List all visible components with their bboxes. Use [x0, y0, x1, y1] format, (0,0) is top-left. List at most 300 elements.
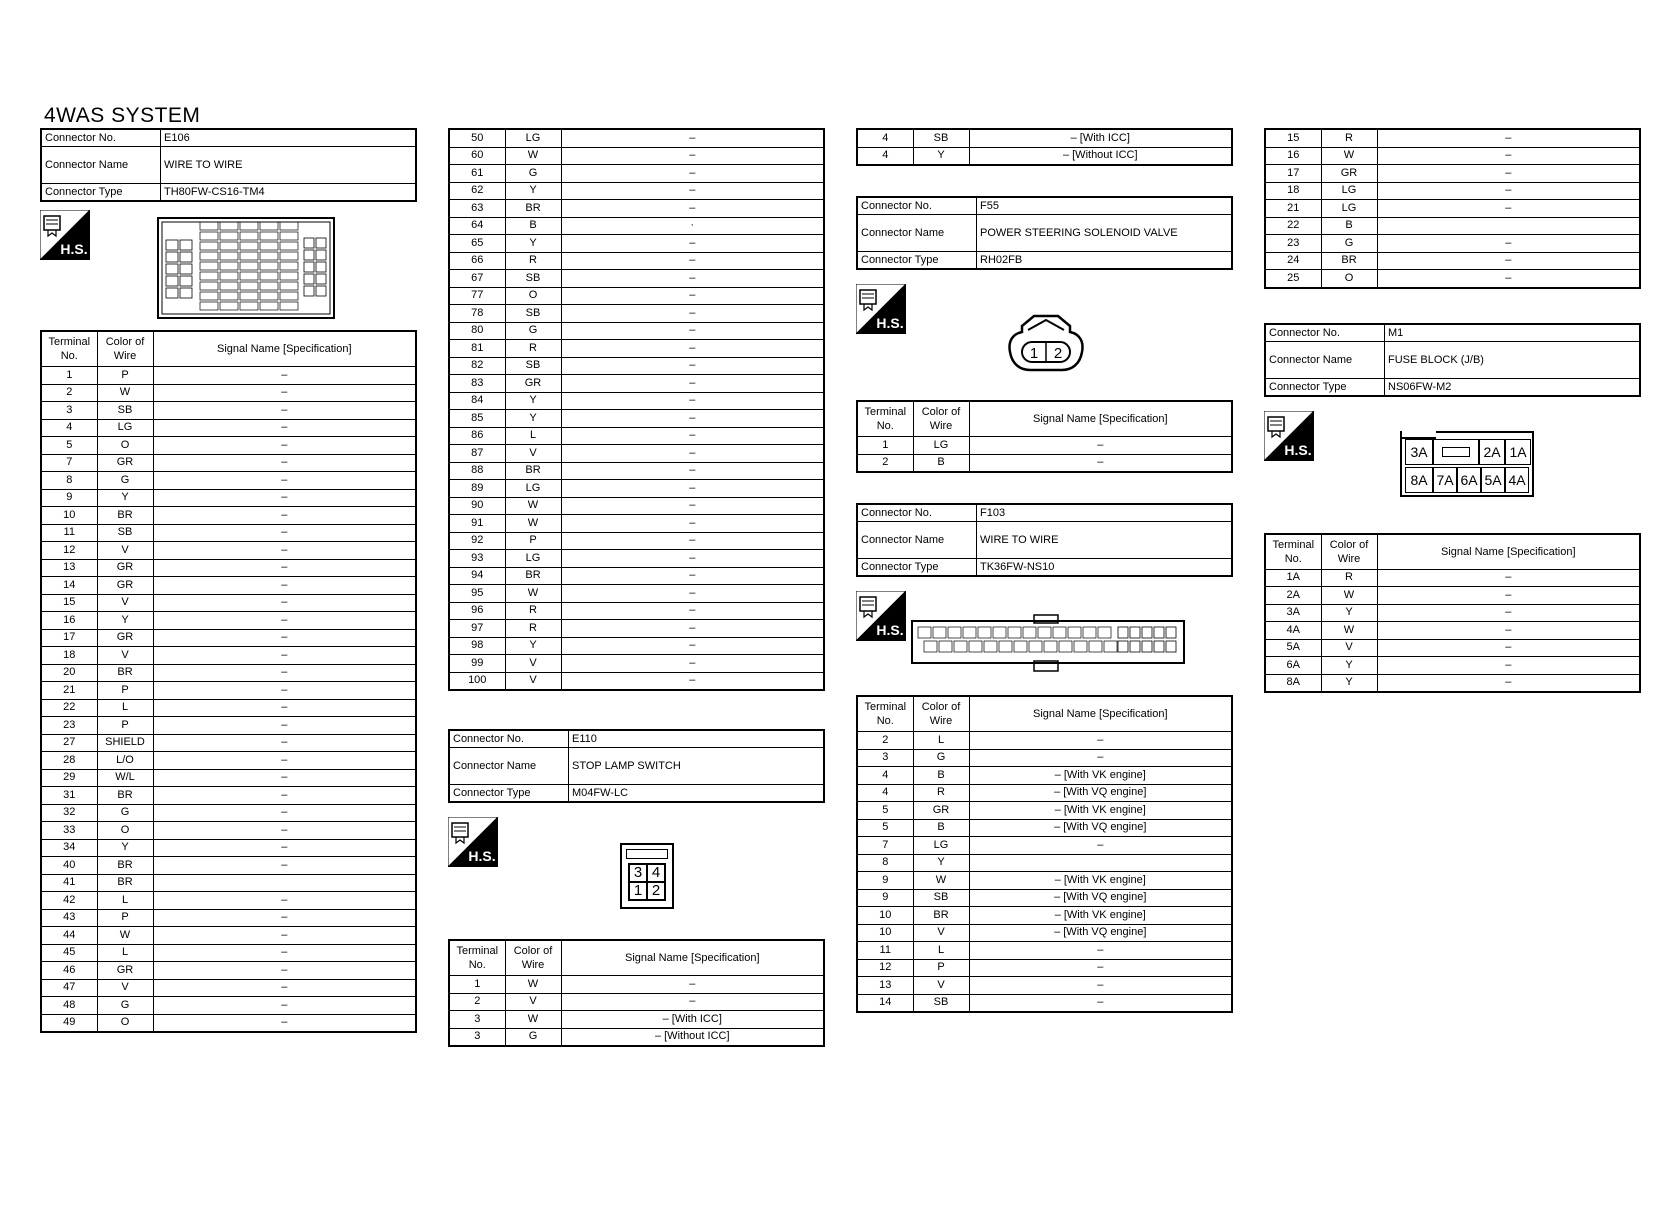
terminal-no-cell: 3	[857, 749, 913, 767]
table-row	[449, 993, 824, 1011]
table-row	[1265, 235, 1640, 253]
table-row	[1265, 129, 1640, 147]
signal-name-cell: –	[153, 979, 416, 997]
f55-face-icon	[1006, 314, 1086, 384]
table-row	[857, 924, 1232, 942]
signal-name-cell: –	[561, 252, 824, 270]
terminal-no-header: Terminal No.	[857, 401, 913, 437]
table-row	[857, 994, 1232, 1012]
connector-header-f103	[856, 503, 1233, 577]
signal-name-cell: –	[153, 454, 416, 472]
signal-name-header: Signal Name [Specification]	[969, 696, 1232, 732]
signal-name-cell: –	[561, 305, 824, 323]
signal-name-cell: –	[1377, 129, 1640, 147]
e106-face-icon	[156, 216, 336, 320]
wire-color-cell: B	[505, 217, 561, 235]
signal-name-header: Signal Name [Specification]	[969, 401, 1232, 437]
connector-header-m1	[1264, 323, 1641, 397]
terminal-no-cell: 89	[449, 480, 505, 498]
table-row	[857, 802, 1232, 820]
terminal-no-cell: 7	[857, 837, 913, 855]
signal-name-cell: –	[153, 997, 416, 1015]
table-row	[1265, 674, 1640, 692]
column-3	[856, 128, 1233, 1013]
pin-label: 1	[629, 882, 647, 900]
pin-label: 4A	[1505, 467, 1529, 493]
signal-name-cell: –	[153, 367, 416, 385]
connector-no-value: E110	[572, 733, 597, 745]
terminal-table-e106	[40, 330, 417, 1033]
wire-color-cell: W	[505, 147, 561, 165]
wire-color-cell: Y	[97, 489, 153, 507]
terminal-no-cell: 2	[857, 454, 913, 472]
terminal-no-cell: 96	[449, 602, 505, 620]
table-row	[41, 472, 416, 490]
terminal-table-f103	[856, 695, 1233, 1013]
signal-name-cell: –	[153, 769, 416, 787]
wire-color-cell: B	[913, 454, 969, 472]
connector-name-label: Connector Name	[858, 522, 977, 558]
table-row	[449, 305, 824, 323]
table-row	[449, 672, 824, 690]
table-row	[41, 874, 416, 892]
terminal-no-cell: 2A	[1265, 587, 1321, 605]
wire-color-cell: LG	[505, 480, 561, 498]
connector-diagram-f103	[856, 577, 1233, 695]
wire-color-cell: GR	[913, 802, 969, 820]
signal-name-cell: –	[561, 620, 824, 638]
signal-name-cell: –	[153, 419, 416, 437]
signal-name-cell: – [Without ICC]	[561, 1028, 824, 1046]
terminal-no-cell: 21	[1265, 200, 1321, 218]
table-row	[41, 367, 416, 385]
terminal-no-cell: 99	[449, 655, 505, 673]
pin-label: 3	[629, 864, 647, 882]
signal-name-cell: –	[153, 839, 416, 857]
terminal-no-cell: 5A	[1265, 639, 1321, 657]
terminal-no-cell: 16	[41, 612, 97, 630]
table-row	[1265, 657, 1640, 675]
signal-name-cell: –	[561, 602, 824, 620]
signal-name-cell: –	[153, 629, 416, 647]
terminal-no-cell: 98	[449, 637, 505, 655]
signal-name-cell: –	[153, 1014, 416, 1032]
wire-color-cell: O	[97, 437, 153, 455]
wire-color-cell: V	[913, 924, 969, 942]
wire-color-cell: SB	[913, 129, 969, 147]
wire-color-cell: W	[505, 976, 561, 994]
terminal-no-cell: 81	[449, 340, 505, 358]
signal-name-cell: – [With VQ engine]	[969, 819, 1232, 837]
terminal-no-cell: 29	[41, 769, 97, 787]
wire-color-cell: LG	[97, 419, 153, 437]
wire-color-cell: V	[97, 979, 153, 997]
table-row	[1265, 639, 1640, 657]
table-row	[41, 664, 416, 682]
wire-color-cell: W	[505, 1011, 561, 1029]
wire-color-cell: W/L	[97, 769, 153, 787]
wire-color-cell: BR	[505, 200, 561, 218]
table-row	[857, 767, 1232, 785]
terminal-no-cell: 82	[449, 357, 505, 375]
connector-name-value: STOP LAMP SWITCH	[572, 760, 681, 772]
table-row	[41, 507, 416, 525]
connector-no-label: Connector No.	[42, 130, 161, 146]
signal-name-cell: –	[561, 655, 824, 673]
table-row	[449, 182, 824, 200]
table-row	[449, 340, 824, 358]
terminal-table-e110-cont	[856, 128, 1233, 166]
connector-no-value: M1	[1388, 326, 1404, 339]
terminal-no-cell: 23	[41, 717, 97, 735]
signal-name-cell	[969, 854, 1232, 872]
signal-name-cell: –	[153, 699, 416, 717]
signal-name-cell: –	[561, 585, 824, 603]
wire-color-cell: LG	[505, 550, 561, 568]
signal-name-cell: –	[153, 804, 416, 822]
terminal-no-cell: 65	[449, 235, 505, 253]
terminal-no-header: Terminal No.	[857, 696, 913, 732]
table-row	[41, 979, 416, 997]
signal-name-cell: –	[1377, 147, 1640, 165]
terminal-no-cell: 83	[449, 375, 505, 393]
terminal-no-cell: 14	[857, 994, 913, 1012]
connector-type-value: RH02FB	[980, 254, 1023, 266]
table-row	[41, 612, 416, 630]
terminal-no-cell: 17	[1265, 165, 1321, 183]
svg-text:H.S.: H.S.	[1284, 441, 1312, 458]
connector-name-label: Connector Name	[450, 748, 569, 784]
signal-name-cell: –	[561, 480, 824, 498]
table-row	[857, 959, 1232, 977]
wire-color-cell: Y	[913, 147, 969, 165]
harness-side-icon	[856, 591, 906, 641]
table-row	[1265, 587, 1640, 605]
wire-color-cell: SB	[97, 402, 153, 420]
terminal-no-cell: 10	[857, 907, 913, 925]
signal-name-cell: –	[561, 322, 824, 340]
connector-type-label: Connector Type	[858, 559, 977, 575]
table-row	[41, 437, 416, 455]
terminal-no-cell: 46	[41, 962, 97, 980]
signal-name-cell: –	[561, 357, 824, 375]
wire-color-cell: W	[505, 585, 561, 603]
signal-name-cell: –	[561, 567, 824, 585]
terminal-no-cell: 33	[41, 822, 97, 840]
table-row	[449, 1028, 824, 1046]
wire-color-cell: W	[1321, 147, 1377, 165]
signal-name-cell: –	[969, 837, 1232, 855]
signal-name-cell: –	[1377, 200, 1640, 218]
wire-color-cell: B	[1321, 217, 1377, 235]
connector-name-value: WIRE TO WIRE	[164, 159, 243, 171]
pin-label: 1	[1029, 345, 1039, 362]
terminal-no-cell: 6A	[1265, 657, 1321, 675]
table-row	[857, 819, 1232, 837]
color-of-wire-header: Color of Wire	[1321, 534, 1377, 570]
signal-name-cell: – [With VQ engine]	[969, 784, 1232, 802]
signal-name-cell: –	[1377, 569, 1640, 587]
wire-color-cell: BR	[97, 664, 153, 682]
signal-name-cell: –	[153, 402, 416, 420]
terminal-no-cell: 9	[41, 489, 97, 507]
connector-diagram-e110	[448, 803, 825, 939]
terminal-no-cell: 8	[857, 854, 913, 872]
signal-name-cell: –	[1377, 604, 1640, 622]
terminal-no-cell: 3	[449, 1028, 505, 1046]
table-row	[41, 857, 416, 875]
signal-name-cell	[1377, 217, 1640, 235]
terminal-no-cell: 64	[449, 217, 505, 235]
terminal-table-e110	[448, 939, 825, 1047]
terminal-no-cell: 13	[857, 977, 913, 995]
terminal-no-cell: 90	[449, 497, 505, 515]
wire-color-cell: GR	[97, 629, 153, 647]
terminal-no-cell: 9	[857, 889, 913, 907]
wire-color-cell: L	[97, 944, 153, 962]
table-row	[449, 532, 824, 550]
terminal-no-cell: 41	[41, 874, 97, 892]
table-row	[41, 717, 416, 735]
signal-name-cell: – [With VK engine]	[969, 802, 1232, 820]
connector-name-value: WIRE TO WIRE	[980, 534, 1059, 546]
wire-color-cell: P	[505, 532, 561, 550]
signal-name-cell: –	[561, 445, 824, 463]
connector-header-e106	[40, 128, 417, 202]
connector-header-f55	[856, 196, 1233, 270]
terminal-no-cell: 1	[857, 437, 913, 455]
terminal-no-cell: 5	[857, 819, 913, 837]
table-row	[449, 322, 824, 340]
pin-label: 2	[1053, 345, 1063, 362]
wire-color-cell: G	[97, 472, 153, 490]
table-row	[857, 942, 1232, 960]
terminal-no-cell: 25	[1265, 270, 1321, 288]
wire-color-cell: GR	[97, 559, 153, 577]
connector-name-label: Connector Name	[42, 147, 161, 183]
connector-name-value: POWER STEERING SOLENOID VALVE	[980, 227, 1178, 239]
signal-name-cell: –	[1377, 182, 1640, 200]
table-row	[449, 357, 824, 375]
connector-type-value: TK36FW-NS10	[980, 561, 1055, 573]
table-row	[449, 480, 824, 498]
table-row	[41, 944, 416, 962]
terminal-no-cell: 47	[41, 979, 97, 997]
table-row	[41, 909, 416, 927]
terminal-no-cell: 49	[41, 1014, 97, 1032]
wire-color-cell: Y	[505, 182, 561, 200]
wire-color-cell: V	[505, 672, 561, 690]
terminal-no-cell: 50	[449, 129, 505, 147]
table-row	[41, 839, 416, 857]
terminal-no-cell: 2	[449, 993, 505, 1011]
connector-no-label: Connector No.	[450, 731, 569, 747]
terminal-no-cell: 5	[41, 437, 97, 455]
terminal-no-cell: 34	[41, 839, 97, 857]
terminal-no-cell: 66	[449, 252, 505, 270]
table-row	[1265, 217, 1640, 235]
terminal-no-cell: 48	[41, 997, 97, 1015]
signal-name-cell: –	[1377, 235, 1640, 253]
wire-color-cell: V	[97, 594, 153, 612]
terminal-no-cell: 92	[449, 532, 505, 550]
signal-name-cell: –	[153, 472, 416, 490]
wire-color-cell: L	[97, 699, 153, 717]
wire-color-cell: W	[505, 515, 561, 533]
terminal-no-cell: 61	[449, 165, 505, 183]
signal-name-cell: –	[969, 942, 1232, 960]
table-row	[41, 822, 416, 840]
terminal-no-cell: 88	[449, 462, 505, 480]
table-row	[41, 384, 416, 402]
table-row	[449, 270, 824, 288]
wire-color-cell: Y	[505, 235, 561, 253]
color-of-wire-header: Color of Wire	[505, 940, 561, 976]
table-row	[449, 567, 824, 585]
signal-name-cell: –	[1377, 674, 1640, 692]
table-row	[449, 235, 824, 253]
table-row	[449, 375, 824, 393]
signal-name-cell: –	[153, 962, 416, 980]
signal-name-cell: ·	[561, 217, 824, 235]
wire-color-cell: G	[505, 165, 561, 183]
signal-name-cell: –	[1377, 622, 1640, 640]
terminal-no-cell: 8A	[1265, 674, 1321, 692]
wire-color-cell: V	[97, 647, 153, 665]
table-row	[449, 147, 824, 165]
terminal-no-cell: 87	[449, 445, 505, 463]
table-row	[449, 252, 824, 270]
wire-color-cell: W	[97, 384, 153, 402]
table-row	[449, 585, 824, 603]
table-row	[449, 1011, 824, 1029]
wire-color-cell: BR	[505, 567, 561, 585]
table-row	[449, 217, 824, 235]
terminal-no-cell: 78	[449, 305, 505, 323]
wire-color-cell: SB	[505, 270, 561, 288]
signal-name-cell: –	[969, 437, 1232, 455]
signal-name-cell: –	[561, 375, 824, 393]
signal-name-cell: –	[1377, 639, 1640, 657]
signal-name-cell: –	[561, 976, 824, 994]
signal-name-cell: –	[561, 340, 824, 358]
signal-name-cell: –	[561, 235, 824, 253]
signal-name-cell: – [With VQ engine]	[969, 889, 1232, 907]
connector-name-label: Connector Name	[858, 215, 977, 251]
terminal-no-cell: 93	[449, 550, 505, 568]
terminal-no-cell: 20	[41, 664, 97, 682]
terminal-table-f103-cont	[1264, 128, 1641, 289]
signal-name-cell: –	[561, 165, 824, 183]
connector-type-value: NS06FW-M2	[1388, 380, 1452, 393]
wire-color-cell: Y	[505, 637, 561, 655]
wire-color-cell: R	[1321, 129, 1377, 147]
table-row	[857, 784, 1232, 802]
signal-name-cell: –	[1377, 165, 1640, 183]
signal-name-cell: –	[153, 647, 416, 665]
signal-name-cell: –	[153, 612, 416, 630]
terminal-no-cell: 4A	[1265, 622, 1321, 640]
wire-color-cell: O	[97, 822, 153, 840]
terminal-table-e106-cont	[448, 128, 825, 691]
wire-color-cell: L/O	[97, 752, 153, 770]
table-row	[41, 647, 416, 665]
column-2	[448, 128, 825, 1047]
table-row	[41, 997, 416, 1015]
table-row	[1265, 270, 1640, 288]
signal-name-cell: –	[561, 637, 824, 655]
terminal-no-cell: 40	[41, 857, 97, 875]
terminal-no-cell: 4	[857, 767, 913, 785]
signal-name-cell: –	[153, 909, 416, 927]
signal-name-cell: –	[561, 532, 824, 550]
table-row	[1265, 200, 1640, 218]
wire-color-cell: BR	[97, 857, 153, 875]
table-row	[449, 550, 824, 568]
signal-name-cell: –	[561, 497, 824, 515]
wire-color-cell: SB	[505, 357, 561, 375]
connector-no-label: Connector No.	[1266, 325, 1385, 341]
wire-color-cell: Y	[505, 392, 561, 410]
terminal-no-cell: 14	[41, 577, 97, 595]
connector-diagram-f55	[856, 270, 1233, 400]
wire-color-cell: W	[1321, 622, 1377, 640]
signal-name-cell: –	[561, 462, 824, 480]
signal-name-cell: –	[561, 550, 824, 568]
signal-name-cell: –	[561, 427, 824, 445]
connector-header-e110	[448, 729, 825, 803]
wire-color-cell: Y	[1321, 657, 1377, 675]
wire-color-cell: P	[97, 682, 153, 700]
wire-color-cell: Y	[97, 839, 153, 857]
terminal-no-cell: 18	[41, 647, 97, 665]
connector-type-label: Connector Type	[450, 785, 569, 801]
table-row	[857, 907, 1232, 925]
wire-color-cell: P	[97, 909, 153, 927]
table-row	[449, 427, 824, 445]
connector-type-label: Connector Type	[42, 184, 161, 200]
connector-no-value: F103	[980, 507, 1006, 519]
table-row	[41, 752, 416, 770]
wire-color-cell: R	[1321, 569, 1377, 587]
terminal-no-cell: 8	[41, 472, 97, 490]
terminal-no-cell: 84	[449, 392, 505, 410]
terminal-no-cell: 4	[857, 784, 913, 802]
terminal-table-m1	[1264, 533, 1641, 694]
signal-name-header: Signal Name [Specification]	[1377, 534, 1640, 570]
pin-label: 4	[647, 864, 665, 882]
connector-type-label: Connector Type	[1266, 379, 1385, 395]
table-row	[449, 287, 824, 305]
wire-color-cell: R	[505, 602, 561, 620]
pin-label: 6A	[1457, 467, 1481, 493]
terminal-no-cell: 5	[857, 802, 913, 820]
signal-name-cell: –	[153, 577, 416, 595]
wire-color-cell: LG	[913, 837, 969, 855]
wire-color-cell: G	[913, 749, 969, 767]
page-title: 4WAS SYSTEM	[44, 104, 201, 127]
signal-name-header: Signal Name [Specification]	[153, 331, 416, 367]
connector-diagram-m1	[1264, 397, 1641, 533]
wire-color-cell: L	[97, 892, 153, 910]
table-row	[41, 892, 416, 910]
signal-name-cell: –	[561, 129, 824, 147]
wire-color-cell: V	[505, 993, 561, 1011]
pin-label: 1A	[1505, 439, 1531, 465]
table-row	[41, 454, 416, 472]
pin-label: 7A	[1433, 467, 1457, 493]
terminal-no-cell: 2	[41, 384, 97, 402]
